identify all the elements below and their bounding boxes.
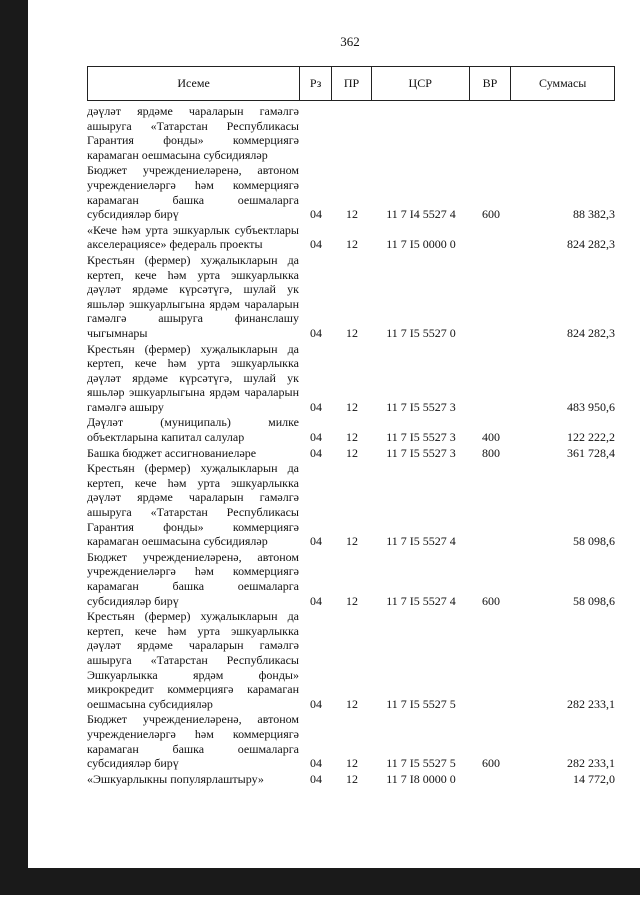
table-row [87, 772, 615, 787]
row-sum: 88 382,3 [573, 207, 615, 222]
table-row [87, 446, 615, 461]
header-pr: ПР [332, 67, 372, 100]
table-row [87, 712, 615, 770]
row-csr: 11 7 I5 5527 4 [386, 534, 456, 549]
row-vr: 800 [482, 445, 500, 460]
row-rz: 04 [310, 430, 322, 445]
row-pr: 12 [346, 593, 358, 608]
table-row [87, 550, 615, 608]
row-pr: 12 [346, 237, 358, 252]
row-csr: 11 7 I5 5527 3 [386, 445, 456, 460]
row-sum: 361 728,4 [567, 445, 615, 460]
table-row [87, 461, 615, 549]
row-name: Крестьян (фермер) хуҗалыкларын да кертеп, кече һәм урта эшкуарлыкка дәүләт ярдәме чараларын гамәлгә ашыруга «Татарстан Республикасы Эшкуарлыкка ярдәм фонды» микрокредит коммерциягә карамаган оешмасына субсидияләр [87, 609, 299, 711]
row-name: Бюджет учреждениеләренә, автоном учреждениеләргә һәм коммерциягә карамаган башка оешмаларга субсидияләр бирү [87, 549, 299, 608]
row-pr: 12 [346, 325, 358, 340]
row-rz: 04 [310, 593, 322, 608]
table-header [87, 66, 615, 101]
row-csr: 11 7 I5 0000 0 [386, 237, 456, 252]
row-rz: 04 [310, 325, 322, 340]
row-name: Бюджет учреждениеләренә, автоном учреждениеләргә һәм коммерциягә карамаган башка оешмаларга субсидияләр бирү [87, 712, 299, 771]
table-row [87, 223, 615, 252]
row-csr: 11 7 I5 5527 5 [386, 696, 456, 711]
row-rz: 04 [310, 399, 322, 414]
header-csr: ЦСР [372, 67, 470, 100]
header-vr: ВР [470, 67, 512, 100]
table-row [87, 104, 615, 162]
row-name: Крестьян (фермер) хуҗалыкларын да кертеп, кече һәм урта эшкуарлыкка дәүләт ярдәме күрсәтүгә, шулай ук яшьләр эшкуарлыгына ярдәм чараларын гамәлгә ашыру [87, 341, 299, 414]
row-vr: 600 [482, 593, 500, 608]
row-rz: 04 [310, 207, 322, 222]
row-pr: 12 [346, 534, 358, 549]
row-vr: 600 [482, 756, 500, 771]
header-name: Исеме [88, 67, 300, 100]
row-name: дәүләт ярдәме чараларын гамәлгә ашыруга «Татарстан Республикасы Гарантия фонды» коммерциягә карамаган оешмасына субсидияләр [87, 104, 299, 162]
row-sum: 282 233,1 [567, 756, 615, 771]
row-pr: 12 [346, 430, 358, 445]
row-sum: 824 282,3 [567, 325, 615, 340]
row-csr: 11 7 I5 5527 4 [386, 593, 456, 608]
scan-border-bottom [0, 868, 640, 895]
row-sum: 824 282,3 [567, 237, 615, 252]
table-row [87, 163, 615, 221]
table-row [87, 253, 615, 341]
row-sum: 58 098,6 [573, 534, 615, 549]
row-rz: 04 [310, 756, 322, 771]
row-sum: 14 772,0 [573, 771, 615, 786]
row-name: Дәүләт (муниципаль) милке объектларына капитал салулар [87, 415, 299, 445]
row-sum: 282 233,1 [567, 696, 615, 711]
row-pr: 12 [346, 756, 358, 771]
scan-border-left [0, 0, 28, 895]
table-row [87, 415, 615, 444]
row-sum: 58 098,6 [573, 593, 615, 608]
row-rz: 04 [310, 696, 322, 711]
row-vr: 600 [482, 207, 500, 222]
row-rz: 04 [310, 771, 322, 786]
row-name: Крестьян (фермер) хуҗалыкларын да кертеп, кече һәм урта эшкуарлыкка дәүләт ярдәме чараларын гамәлгә ашыруга «Татарстан Республикасы Гарантия фонды» коммерциягә карамаган оешмасына субсидияләр [87, 461, 299, 549]
row-sum: 122 222,2 [567, 430, 615, 445]
row-pr: 12 [346, 771, 358, 786]
row-pr: 12 [346, 445, 358, 460]
table-row [87, 609, 615, 711]
row-name: «Кече һәм урта эшкуарлык субъектлары акселерациясе» федераль проекты [87, 222, 299, 252]
row-rz: 04 [310, 445, 322, 460]
row-rz: 04 [310, 237, 322, 252]
page-number: 362 [340, 34, 360, 49]
row-sum: 483 950,6 [567, 399, 615, 414]
row-rz: 04 [310, 534, 322, 549]
table-row [87, 342, 615, 415]
row-csr: 11 7 I5 5527 5 [386, 756, 456, 771]
row-csr: 11 7 I5 5527 3 [386, 430, 456, 445]
row-name: Башка бюджет ассигнованиеләре [87, 445, 257, 460]
row-vr: 400 [482, 430, 500, 445]
row-csr: 11 7 I5 5527 0 [386, 325, 456, 340]
header-sum: Суммасы [538, 76, 587, 90]
row-csr: 11 7 I8 0000 0 [386, 771, 456, 786]
table-body [87, 104, 615, 787]
row-name: «Эшкуарлыкны популярлаштыру» [87, 771, 264, 786]
row-pr: 12 [346, 696, 358, 711]
header-rz: Рз [300, 67, 332, 100]
row-csr: 11 7 I4 5527 4 [386, 207, 456, 222]
row-pr: 12 [346, 399, 358, 414]
row-name: Бюджет учреждениеләренә, автоном учреждениеләргә һәм коммерциягә карамаган башка оешмаларга субсидияләр бирү [87, 163, 299, 222]
row-csr: 11 7 I5 5527 3 [386, 399, 456, 414]
row-name: Крестьян (фермер) хуҗалыкларын да кертеп, кече һәм урта эшкуарлыкка дәүләт ярдәме күрсәтүгә, шулай ук яшьләр эшкуарлыгына ярдәм чараларын гамәлгә ашыруга финанслашу чыгымнары [87, 252, 299, 340]
row-pr: 12 [346, 207, 358, 222]
